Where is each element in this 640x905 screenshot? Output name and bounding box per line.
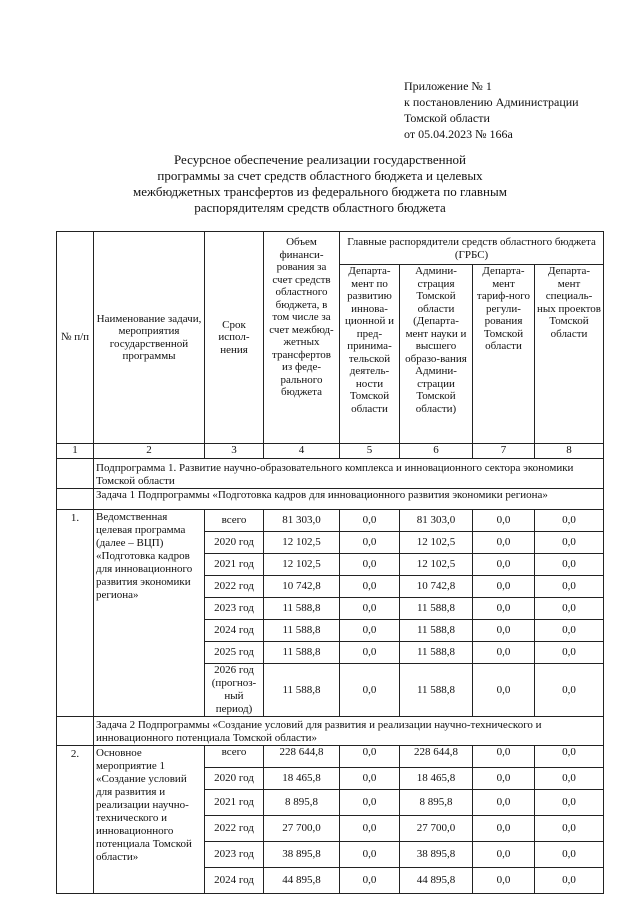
- value-cell: 0,0: [535, 664, 604, 717]
- value-cell: 11 588,8: [264, 664, 340, 717]
- value-cell: 27 700,0: [264, 816, 340, 842]
- value-cell: 0,0: [535, 642, 604, 664]
- value-cell: 0,0: [473, 842, 535, 868]
- term-cell: 2025 год: [205, 642, 264, 664]
- title-line: распорядителям средств областного бюджета: [194, 200, 446, 215]
- header-col6: Админи-страция Томской области (Департа-мент науки и высшего образо-вания Админи-страции Томской области): [400, 265, 473, 444]
- value-cell: 11 588,8: [400, 642, 473, 664]
- term-cell: 2021 год: [205, 554, 264, 576]
- value-cell: 11 588,8: [400, 598, 473, 620]
- resource-table: [56, 231, 604, 894]
- value-cell: 12 102,5: [264, 532, 340, 554]
- header-col8: Департа-мент специаль-ных проектов Томской области: [535, 265, 604, 444]
- value-cell: 0,0: [473, 642, 535, 664]
- term-cell: 2024 год: [205, 620, 264, 642]
- value-cell: 12 102,5: [400, 532, 473, 554]
- appendix-line: Томской области: [404, 111, 490, 125]
- value-cell: 18 465,8: [400, 768, 473, 790]
- value-cell: 0,0: [535, 790, 604, 816]
- value-cell: 0,0: [340, 554, 400, 576]
- value-cell: 0,0: [473, 664, 535, 717]
- term-cell: 2024 год: [205, 868, 264, 894]
- measure-name: Основное мероприятие 1 «Создание условий для развития и реализации научно-технического и инновационного потенциала Томской области»: [94, 746, 205, 894]
- value-cell: 38 895,8: [264, 842, 340, 868]
- header-col5: Департа-мент по развитию иннова-ционной и пред-принима-тельской деятель-ности Томской области: [340, 265, 400, 444]
- value-cell: 11 588,8: [400, 664, 473, 717]
- value-cell: 0,0: [340, 510, 400, 532]
- table-row: [57, 510, 604, 532]
- header-volume: Объем финанси-рования за счет средств областного бюджета, в том числе за счет межбюд-жетных трансфертов из феде-рального бюджета: [264, 232, 340, 444]
- value-cell: 228 644,8: [264, 746, 340, 768]
- column-number: 6: [400, 444, 473, 459]
- value-cell: 0,0: [535, 842, 604, 868]
- value-cell: 0,0: [473, 510, 535, 532]
- value-cell: 0,0: [535, 620, 604, 642]
- value-cell: 0,0: [340, 816, 400, 842]
- value-cell: 0,0: [473, 790, 535, 816]
- value-cell: 0,0: [473, 576, 535, 598]
- value-cell: 228 644,8: [400, 746, 473, 768]
- appendix-block: [404, 78, 579, 142]
- appendix-line: Приложение № 1: [404, 79, 492, 93]
- appendix-line: от 05.04.2023 № 166а: [404, 127, 513, 141]
- value-cell: 0,0: [340, 620, 400, 642]
- term-cell: 2020 год: [205, 532, 264, 554]
- value-cell: 18 465,8: [264, 768, 340, 790]
- value-cell: 0,0: [535, 576, 604, 598]
- column-number: 7: [473, 444, 535, 459]
- title-line: программы за счет средств областного бюджета и целевых: [157, 168, 483, 183]
- value-cell: 44 895,8: [264, 868, 340, 894]
- header-col7: Департа-мент тариф-ного регули-рования Томской области: [473, 265, 535, 444]
- value-cell: 0,0: [535, 868, 604, 894]
- value-cell: 11 588,8: [264, 620, 340, 642]
- document-title: [100, 152, 540, 216]
- value-cell: 0,0: [473, 620, 535, 642]
- value-cell: 11 588,8: [264, 642, 340, 664]
- value-cell: 0,0: [535, 554, 604, 576]
- appendix-line: к постановлению Администрации: [404, 95, 579, 109]
- value-cell: 44 895,8: [400, 868, 473, 894]
- value-cell: 0,0: [340, 746, 400, 768]
- value-cell: 12 102,5: [264, 554, 340, 576]
- row-number: 2.: [57, 746, 94, 894]
- header-num: № п/п: [57, 232, 94, 444]
- term-cell: 2020 год: [205, 768, 264, 790]
- value-cell: 12 102,5: [400, 554, 473, 576]
- value-cell: 0,0: [535, 768, 604, 790]
- row-number: 1.: [57, 510, 94, 717]
- term-cell: 2023 год: [205, 598, 264, 620]
- task1-title: Задача 1 Подпрограммы «Подготовка кадров для инновационного развития экономики региона»: [94, 489, 604, 510]
- value-cell: 0,0: [473, 746, 535, 768]
- subprogram-title: Подпрограмма 1. Развитие научно-образовательного комплекса и инновационного сектора экономики Томской области: [94, 459, 604, 489]
- term-cell: 2023 год: [205, 842, 264, 868]
- header-name: Наименование задачи, мероприятия государственной программы: [94, 232, 205, 444]
- value-cell: 0,0: [473, 768, 535, 790]
- title-line: межбюджетных трансфертов из федерального бюджета по главным: [133, 184, 507, 199]
- value-cell: 0,0: [340, 664, 400, 717]
- column-number: 3: [205, 444, 264, 459]
- value-cell: 10 742,8: [264, 576, 340, 598]
- value-cell: 0,0: [473, 554, 535, 576]
- value-cell: 0,0: [535, 510, 604, 532]
- value-cell: 0,0: [340, 642, 400, 664]
- title-line: Ресурсное обеспечение реализации государственной: [173, 152, 467, 167]
- value-cell: 0,0: [535, 598, 604, 620]
- value-cell: 27 700,0: [400, 816, 473, 842]
- column-number: 8: [535, 444, 604, 459]
- value-cell: 0,0: [340, 532, 400, 554]
- value-cell: 0,0: [473, 532, 535, 554]
- value-cell: 8 895,8: [400, 790, 473, 816]
- term-cell: 2026 год (прогноз-ный период): [205, 664, 264, 717]
- task2-title: Задача 2 Подпрограммы «Создание условий для развития и реализации научно-технического и инновационного потенциала Томской области»: [94, 717, 604, 746]
- column-number: 4: [264, 444, 340, 459]
- value-cell: 8 895,8: [264, 790, 340, 816]
- value-cell: 0,0: [340, 768, 400, 790]
- value-cell: 0,0: [473, 816, 535, 842]
- value-cell: 10 742,8: [400, 576, 473, 598]
- value-cell: 81 303,0: [400, 510, 473, 532]
- value-cell: 0,0: [340, 576, 400, 598]
- value-cell: 38 895,8: [400, 842, 473, 868]
- header-term: Срок испол-нения: [205, 232, 264, 444]
- header-grbs: Главные распорядители средств областного бюджета (ГРБС): [340, 232, 604, 265]
- column-numbers-row: [57, 444, 604, 459]
- measure-name: Ведомственная целевая программа (далее – ВЦП) «Подготовка кадров для инновационного развития экономики региона»: [94, 510, 205, 717]
- term-cell: 2021 год: [205, 790, 264, 816]
- value-cell: 0,0: [340, 598, 400, 620]
- value-cell: 0,0: [340, 842, 400, 868]
- value-cell: 11 588,8: [400, 620, 473, 642]
- value-cell: 0,0: [340, 790, 400, 816]
- value-cell: 0,0: [535, 532, 604, 554]
- column-number: 5: [340, 444, 400, 459]
- value-cell: 0,0: [473, 598, 535, 620]
- value-cell: 11 588,8: [264, 598, 340, 620]
- table-row: [57, 746, 604, 768]
- value-cell: 0,0: [473, 868, 535, 894]
- term-cell: всего: [205, 746, 264, 768]
- term-cell: 2022 год: [205, 816, 264, 842]
- column-number: 2: [94, 444, 205, 459]
- value-cell: 81 303,0: [264, 510, 340, 532]
- value-cell: 0,0: [535, 746, 604, 768]
- term-cell: 2022 год: [205, 576, 264, 598]
- term-cell: всего: [205, 510, 264, 532]
- column-number: 1: [57, 444, 94, 459]
- value-cell: 0,0: [340, 868, 400, 894]
- value-cell: 0,0: [535, 816, 604, 842]
